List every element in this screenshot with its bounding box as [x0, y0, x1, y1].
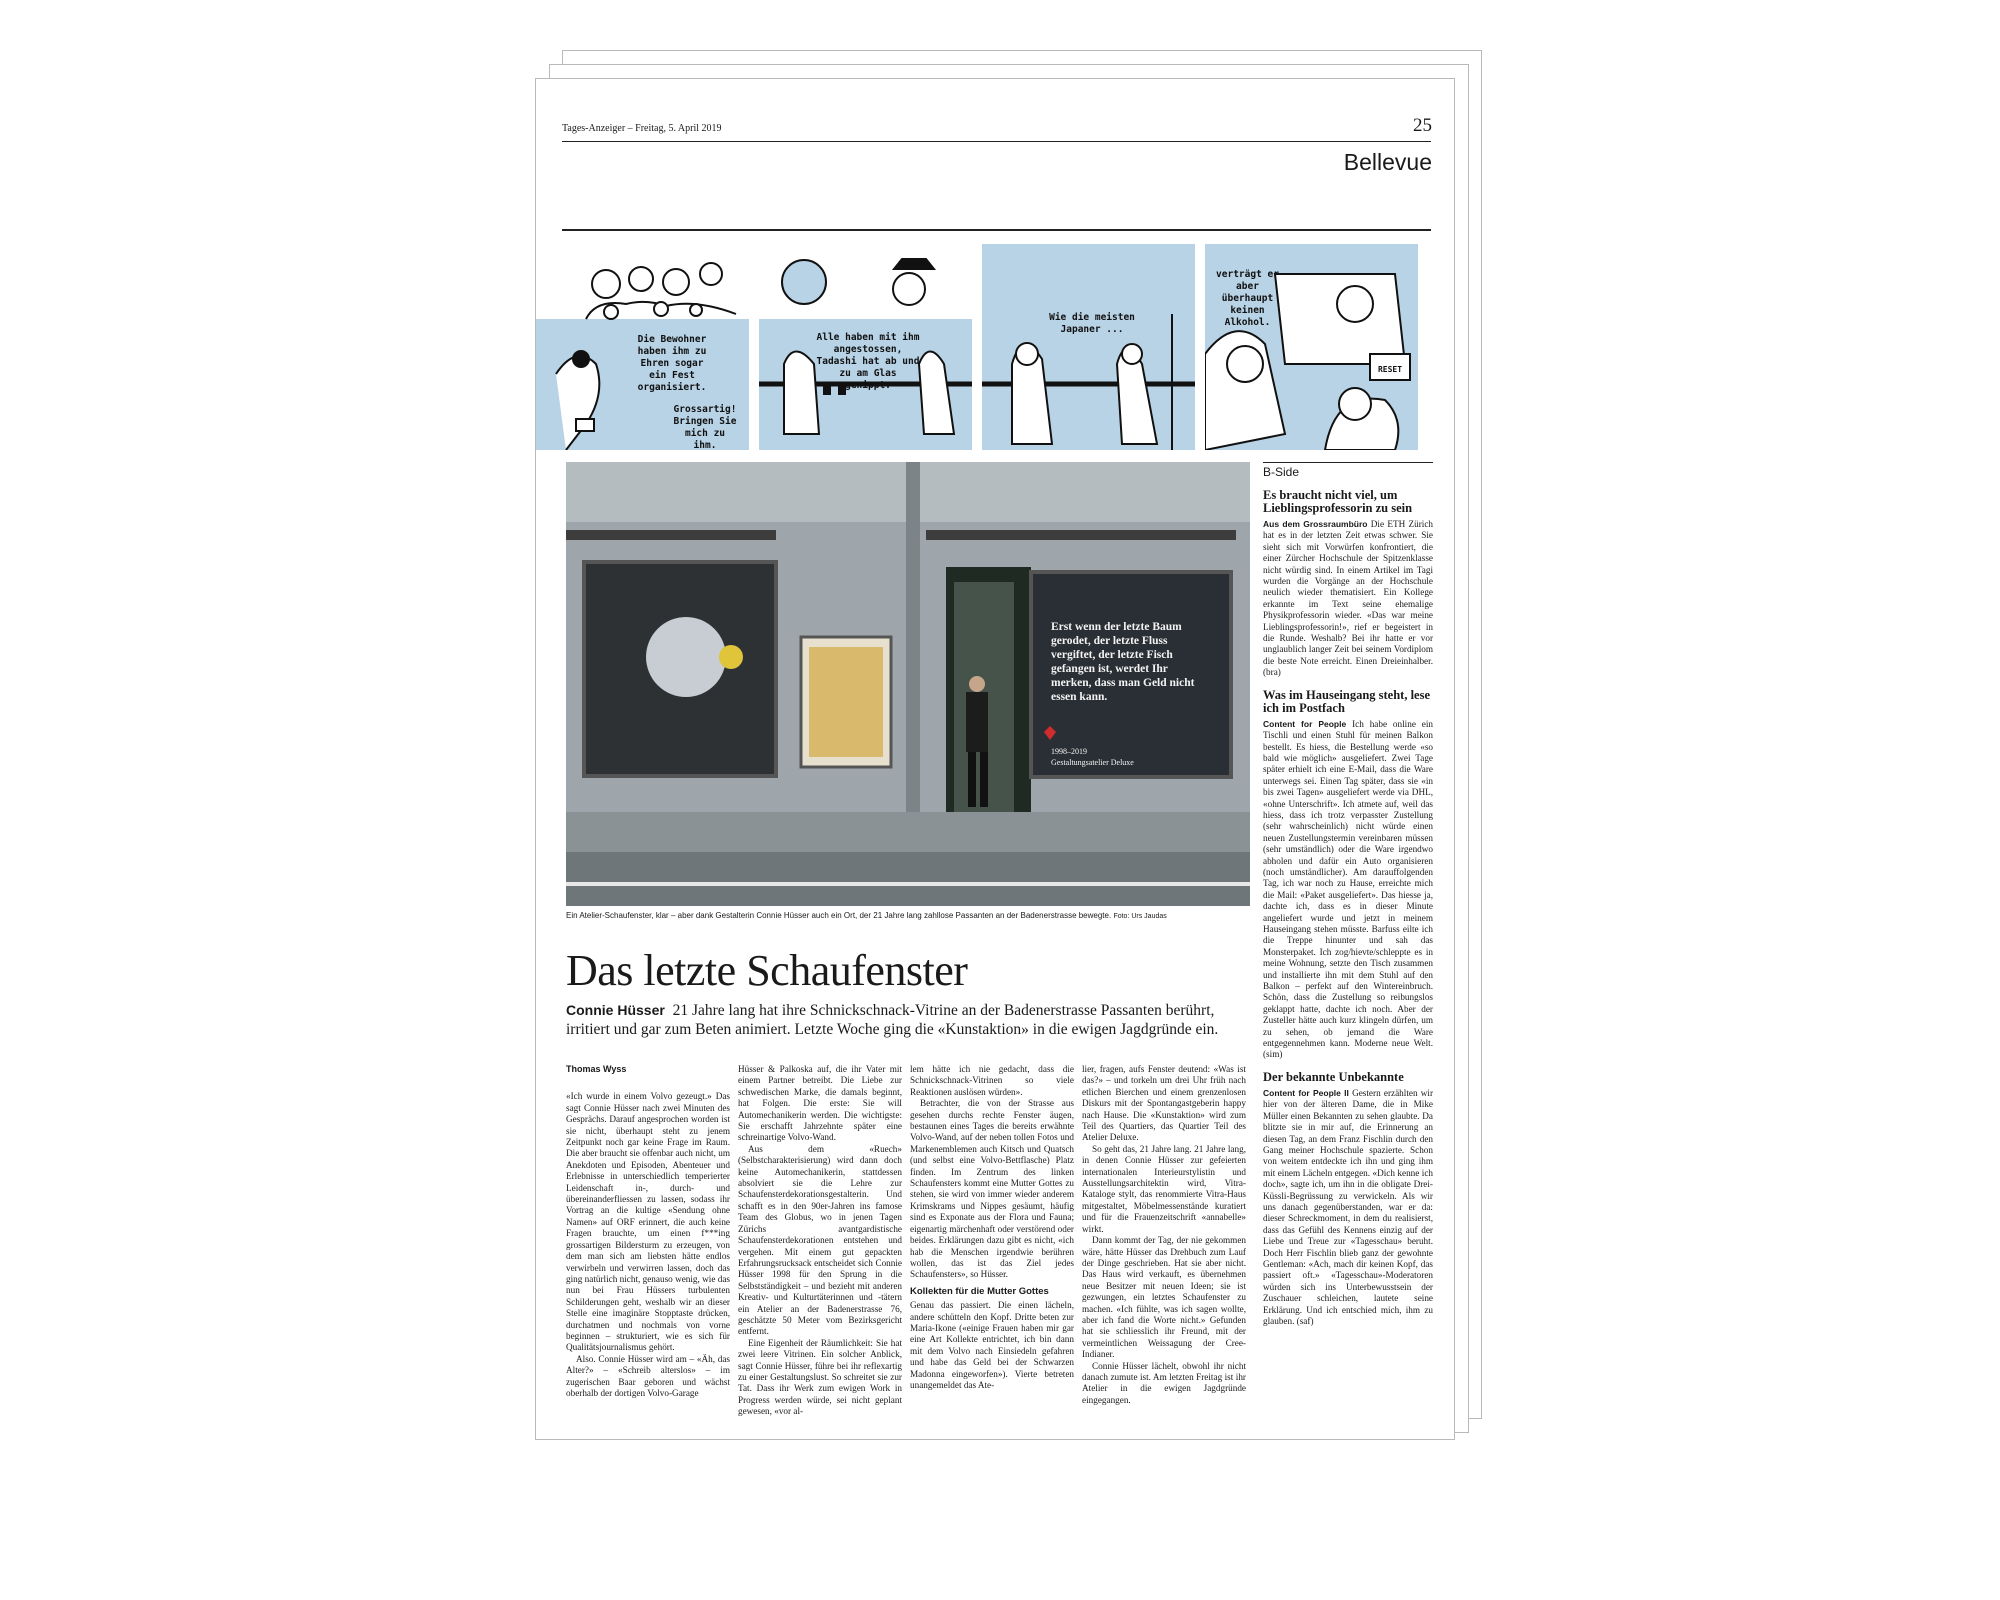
comic-bubble-3: Alle haben mit ihm angestossen, Tadashi hat ab und zu am Glas genippt. — [816, 332, 920, 391]
comic-bubble-6: RESET — [1377, 365, 1403, 374]
caption-text: Ein Atelier-Schaufenster, klar – aber dank Gestalterin Connie Hüsser auch ein Ort, der 21 Jahre lang zahllose Passanten an der Badenerstrasse bewegte. — [566, 911, 1112, 920]
bside-title-3: Der bekannte Unbekannte — [1263, 1069, 1404, 1084]
bside-column — [1263, 462, 1433, 1327]
article-subheading: Kollekten für die Mutter Gottes — [910, 1285, 1049, 1297]
lead-text: 21 Jahre lang hat ihre Schnickschnack-Vitrine an der Badenerstrasse Passanten berührt, irritiert und gar zum Beten animiert. Letzte Woche ging die «Kunstaktion» in die ewigen Jagdgründe ein. — [566, 1002, 1219, 1038]
bside-kicker-2: Content for People — [1263, 718, 1347, 729]
comic-bubble-2: Grossartig! Bringen Sie mich zu ihm. — [673, 404, 737, 450]
article-paragraph: lier, fragen, aufs Fenster deutend: «Was ist das?» – und torkeln um drei Uhr früh nach etlichen Bierchen und einem grenzenlosen Diskurs mit der Spontangastgeberin happy nach Hause. Die «Kunstaktion» wird zum Teil des Quartiers, das Quartier Teil des Atelier Deluxe. — [1082, 1064, 1246, 1143]
comic-drawing-3 — [982, 244, 1195, 450]
window-quote: Erst wenn der letzte Baum gerodet, der letzte Fluss vergiftet, der letzte Fisch gefangen ist, werdet Ihr merken, dass man Geld nicht essen kann. — [1051, 621, 1195, 703]
article-column-3 — [910, 1064, 1074, 1391]
bside-body-2: Ich habe online ein Tischli und einen Stuhl für meinen Balkon bestellt. Es hiess, die Bestellung werde «so bald wie möglich» ausgeliefert. Zwei Tage später erhielt ich eine E-Mail, dass die Ware unterwegs sei. Einen Tag später, dass sie «in bis zwei Tagen» ausgeliefert werde via DHL, «ohne Unterschrift». Ich atmete auf, weil das hiess, dass ich trotz verpasster Zustellung (sehr wahrscheinlich) nicht würde einen neuen Zustellungstermin vereinbaren müssen (sehr umständlich) oder die Ware irgendwo abholen und dafür ein Auto organisieren (noch umständlicher). Am darauffolgenden Tag, ich war noch zu Hause, erreichte mich die Mail: «Paket ausgeliefert». Das hiesse ja, dachte ich, dass es in dieser Minute angeliefert wurde und jetzt in meinem Hauseingang stehen müsste. Barfuss eilte ich die Treppe hinunter und sah das Monsterpaket. Ich zog/hievte/schleppte es in meine Wohnung, setzte den Tisch zusammen und installierte ihn mit dem Stuhl auf den Balkon – perfekt auf den Wintereinbruch. Schön, dass die Zustellung so reibungslos geklappt hatte, dachte ich noch. Aber der Zusteller hätte auch kurz klingeln dürfen, um zu sehen, ob jemand die Ware entgegennehmen kann. Moderne neue Welt. (sim) — [1263, 718, 1434, 1060]
storefront-photo — [566, 462, 1250, 906]
bside-title-2: Was im Hauseingang steht, lese ich im Postfach — [1263, 687, 1431, 715]
article-paragraph: «Ich wurde in einem Volvo gezeugt.» Das sagt Connie Hüsser nach zwei Minuten des Gesprächs. Darauf angesprochen worden ist sie nicht, überhaupt steht zu jenem Zeitpunkt noch gar keine Frage im Raum. Die aber braucht sie offenbar auch nicht, um Anekdoten und Episoden, Abenteuer und Erlebnisse in unterschiedlich temperierter Leidenschaft in-, durch- und übereinanderfliessen zu lassen, sodass ihr Vortrag an die kultige «Sendung ohne Namen» auf ORF erinnert, die auch keine Fragen brauchte, um einen f***ing grossartigen Bildersturm zu erzeugen, von dem man sich am liebsten hätte endlos verwirbeln und verwirren lassen, doch das ging natürlich nicht, genauso wenig, wie das nun bei Frau Hüssers turbulenten Schilderungen geht, weshalb wir an dieser Stelle eine imaginäre Stopptaste drücken, durchatmen und nochmals von vorne beginnen – strukturiert, wie es sich für Qualitätsjournalismus gehört. — [566, 1091, 730, 1353]
comic-panel-3 — [982, 244, 1195, 450]
photo-caption — [566, 911, 1266, 920]
bside-body-1: Die ETH Zürich hat es in der letzten Zeit etwas schwer. Sie sieht sich mit Vorwürfen konfrontiert, die einer Zürcher Hochschule der Spitzenklasse nicht würdig sind. In einem Artikel im Tagi wurden die Vorgänge an der Hochschule neulich wieder thematisiert. Ein Kollege erkannte im Text seine ehemalige Physikprofessorin wieder. «Das war meine Lieblingsprofessorin!», rief er begeistert in die Runde. Weshalb? Bei ihr hatte er vor unglaublich langer Zeit bei seinem Vordiplom die beste Note erreicht. Einen Dreieinhalber. (bra) — [1263, 519, 1433, 678]
comic-bubble-4: Wie die meisten Japaner ... — [1049, 312, 1135, 335]
lead-name: Connie Hüsser — [566, 1002, 665, 1018]
article-paragraph: Betrachter, die von der Strasse aus gesehen durchs rechte Fenster äugen, bestaunen eines Tages die bereits erwähnte Volvo-Wand, auf der neben tollen Fotos und Markenemblemen auch Kitsch und Quatsch (und selbst eine Volvo-Bettflasche) Platz finden. Im Zentrum des linken Schaufensters kommt eine Mutter Gottes zu stehen, sie wird von immer wieder anderem Krimskrams und Nippes gesäumt, häufig sind es Exponate aus der Flora und Fauna; eigenartig märchenhaft oder verstörend oder beides. Erklärungen dazu gibt es nicht, «ich hab die Menschen irgendwie berühren wollen, das ist das Ziel jedes Schaufensters», so Hüsser. — [910, 1098, 1074, 1280]
article-paragraph: Hüsser & Palkoska auf, die ihr Vater mit einem Partner betreibt. Die Liebe zur schwedischen Marke, die damals beginnt, hat Folgen. Die erste: Sie will Automechanikerin werden. Die wichtigste: Sie erschafft Jahrzehnte später eine schreinartige Volvo-Wand. — [738, 1064, 902, 1143]
bside-body-3: Gestern erzählten wir hier von der älteren Dame, die in Mike Müller einen Bekannten zu sehen glaubte. Da blitzte sie in mir auf, die Erinnerung an diesen Tag, an dem Franz Fischlin durch den Gang meiner Hochschule spazierte. Schon von weitem entdeckte ich ihn und ging ihm mit einem Lächeln entgegen. «Dich kenne ich doch», sagte ich, um ihn in die obligate Drei-Küssli-Begrüssung zu verwickeln. Als wir uns danach gegenüberstanden, war er da: dieser Schreckmoment, in dem du realisierst, dass das Gefühl des Kennens einzig auf der Liebe und Treue zur «Tagesschau» beruht. Doch Herr Fischlin blieb ganz der gewohnte Gentleman: «Ach, mach dir keinen Kopf, das passiert oft.» «Tagesschau»-Moderatoren würden sich ins Unterbewusstsein der Zuschauer schleichen, lautete seine Erklärung. Und ich entschied mich, ihm zu glauben. (saf) — [1263, 1087, 1434, 1326]
bside-kicker-1: Aus dem Grossraumbüro — [1263, 519, 1368, 529]
article-headline: Das letzte Schaufenster — [566, 946, 968, 995]
comic-panel-4 — [1205, 244, 1418, 450]
window-years: 1998–2019 — [1051, 747, 1087, 756]
section-rule — [562, 229, 1431, 231]
newspaper-page — [535, 78, 1455, 1440]
article-column-2 — [738, 1064, 902, 1418]
header-rule — [562, 141, 1431, 142]
window-name: Gestaltungsatelier Deluxe — [1051, 758, 1134, 767]
article-lead — [566, 1001, 1256, 1039]
article-column-4 — [1082, 1064, 1246, 1406]
bside-kicker-3: Content for People II — [1263, 1087, 1349, 1098]
article-paragraph: Aus dem «Ruech» (Selbstcharakterisierung) wird dann doch keine Automechanikerin, stattdessen absolviert sie die Lehre zur Schaufensterdekorationsgestalterin. Und schafft es in den 90er-Jahren ins famose Team des Globus, wo in jenen Tagen Zürichs avantgardistische Schaufensterdekorationen entstehen und vergehen. Mit einem gut gepackten Erfahrungsrucksack entscheidet sich Connie Hüsser 1998 für den Sprung in die Selbstständigkeit – und bezieht mit anderen Kreativ- und Kulturtäterinnen und -tätern ein Atelier an der Badenerstrasse 76, geschätzte 50 Meter vom Bezirksgericht entfernt. — [738, 1143, 902, 1337]
article-paragraph: So geht das, 21 Jahre lang. 21 Jahre lang, in denen Connie Hüsser zur gefeierten internationalen Interieurstylistin und Ausstellungsarchitektin wird, Vitra-Kataloge stylt, das renommierte Vitra-Haus mitgestaltet, Möbelmessenstände kuratiert und für die Frauenzeitschrift «annabelle» wirkt. — [1082, 1143, 1246, 1234]
article-paragraph: Connie Hüsser lächelt, obwohl ihr nicht danach zumute ist. Am letzten Freitag ist ihr Atelier in die ewigen Jagdgründe eingegangen. — [1082, 1360, 1246, 1405]
article-paragraph: Dann kommt der Tag, der nie gekommen wäre, hätte Hüsser das Drehbuch zum Lauf der Dinge geschrieben. Hat sie aber nicht. Das Haus wird verkauft, es übernehmen neue Besitzer mit neuen Ideen; sie ist gezwungen, ein letztes Schaufenster zu machen. «Ich fühlte, was ich sagen wollte, aber ich fand die Worte nicht.» Gefunden hat sie schliesslich ihr Freund, mit der vermeintlichen Weissagung der Cree-Indianer. — [1082, 1235, 1246, 1360]
section-title: Bellevue — [1343, 149, 1432, 175]
bside-text-2 — [1263, 719, 1433, 1061]
comic-bubble-1: Die Bewohner haben ihm zu Ehren sogar ein Fest organisiert. — [637, 334, 707, 393]
page-number: 25 — [1413, 115, 1432, 136]
bside-title-1: Es braucht nicht viel, um Lieblingsprofessorin zu sein — [1263, 488, 1413, 515]
comic-panel-1 — [536, 244, 749, 450]
article-paragraph: Genau das passiert. Die einen lächeln, andere schütteln den Kopf. Dritte beten zur Maria-Ikone («einige Frauen haben mir gar eine Art Kollekte entrichtet, ich bin dann mit dem Volvo nach Einsiedeln gefahren und habe das Geld bei der Schwarzen Madonna eingeworfen»). Vierte betreten unangemeldet das Ate- — [910, 1300, 1074, 1390]
paper-date: Tages-Anzeiger – Freitag, 5. April 2019 — [562, 123, 722, 134]
article-paragraph: Eine Eigenheit der Räumlichkeit: Sie hat zwei leere Vitrinen. Ein solcher Anblick, sagt Connie Hüsser, führe bei ihr reflexartig zu einer Gestaltungslust. So schreitet sie zur Tat. Dass ihr Werk zum ewigen Work in Progress werden würde, sei nicht geplant gewesen, «vor al- — [738, 1337, 902, 1417]
article-paragraph: lem hätte ich nie gedacht, dass die Schnickschnack-Vitrinen so viele Reaktionen auslösen würden». — [910, 1064, 1074, 1097]
bside-text-1 — [1263, 519, 1433, 679]
article-author: Thomas Wyss — [566, 1064, 627, 1074]
comic-panel-2 — [759, 244, 972, 450]
bside-text-3 — [1263, 1088, 1433, 1328]
comic-bubble-5: verträgt er aber überhaupt keinen Alkohol. — [1216, 269, 1279, 328]
bside-label: B-Side — [1263, 462, 1433, 479]
article-column-1 — [566, 1064, 730, 1399]
photo-credit: Foto: Urs Jaudas — [1113, 913, 1167, 920]
article-paragraph: Also. Connie Hüsser wird am – «Äh, das Alter?» – «Schreib alterslos» – im zugerischen Baar geboren und wächst oberhalb der dortigen Volvo-Garage — [566, 1353, 730, 1398]
